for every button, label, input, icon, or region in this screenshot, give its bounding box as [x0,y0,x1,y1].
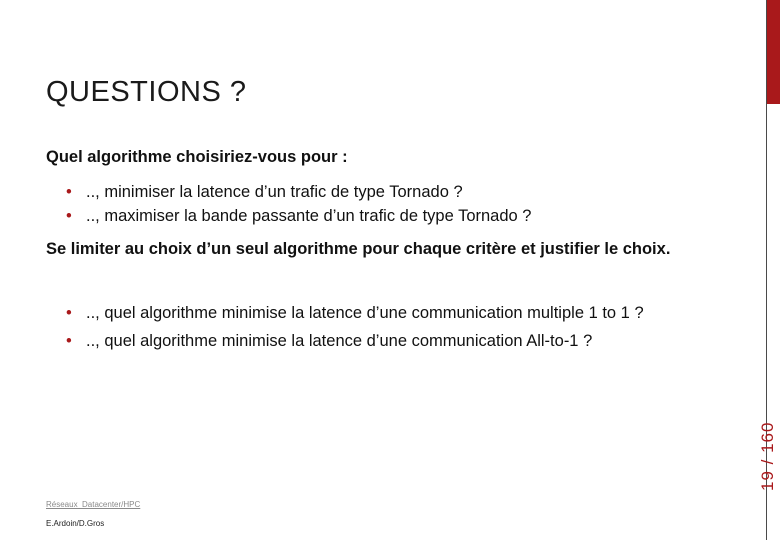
course-link[interactable]: Réseaux_Datacenter/HPC [46,500,141,509]
list-item [66,302,696,324]
question-list-1 [66,180,746,228]
list-item-text: .., quel algorithme minimise la latence d’une communication multiple 1 to 1 ? [86,304,644,322]
list-item [66,180,746,204]
bullet-icon: • [66,332,72,350]
question-list-2 [66,302,696,358]
list-item-text: .., maximiser la bande passante d’un trafic de type Tornado ? [86,207,532,225]
list-item [66,204,746,228]
author-credit: E.Ardoin/D.Gros [46,519,105,528]
slide-title: QUESTIONS ? [46,76,247,108]
page-number: 19 / 160 [758,421,777,491]
list-item [66,330,696,352]
list-item-text: .., quel algorithme minimise la latence d’une communication All-to-1 ? [86,332,593,350]
instruction-heading: Se limiter au choix d’un seul algorithme pour chaque critère et justifier le choix. [46,240,671,258]
bullet-icon: • [66,304,72,322]
question-heading: Quel algorithme choisiriez-vous pour : [46,148,348,166]
list-item-text: .., minimiser la latence d’un trafic de type Tornado ? [86,183,463,201]
accent-bar [767,0,780,104]
bullet-icon: • [66,183,72,201]
bullet-icon: • [66,207,72,225]
